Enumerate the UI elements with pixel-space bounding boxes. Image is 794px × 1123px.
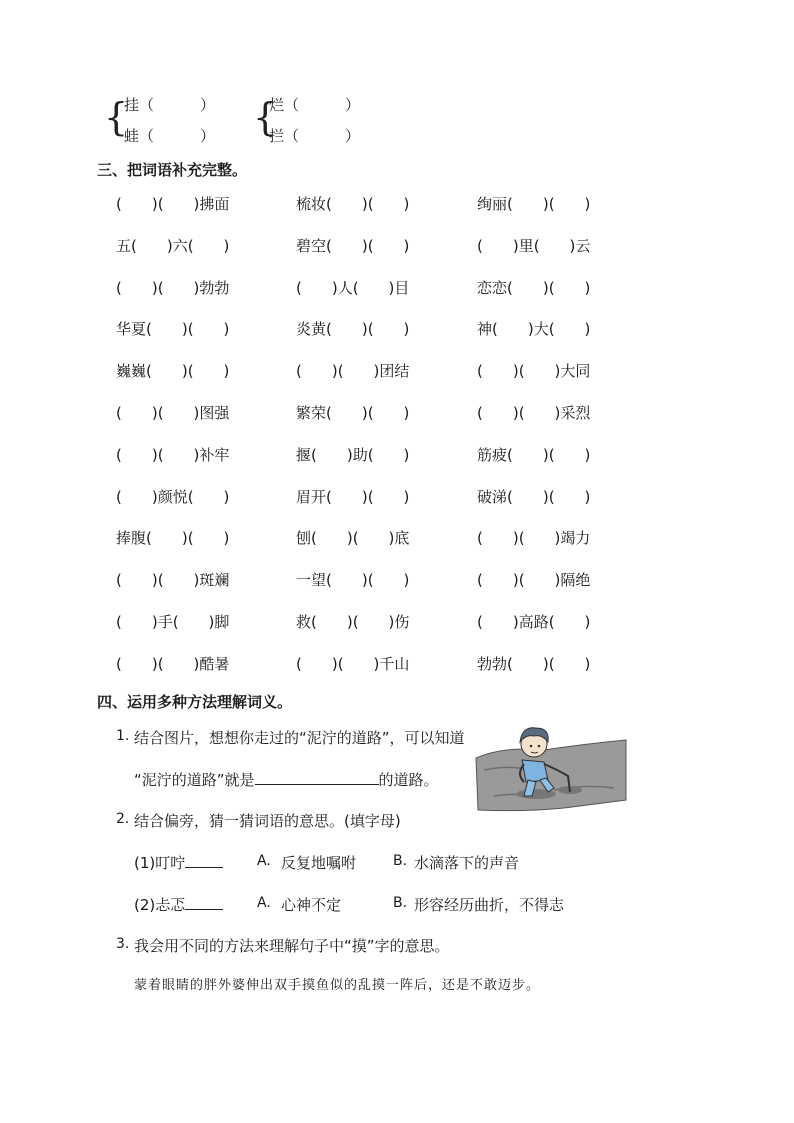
- idiom-cell[interactable]: 筋疲( )( ): [477, 446, 591, 464]
- idiom-cell[interactable]: ( )( )斑斓: [116, 571, 230, 589]
- idiom-cell[interactable]: 绚丽( )( ): [477, 195, 591, 213]
- idiom-cell[interactable]: ( )( )酷暑: [116, 655, 230, 673]
- idiom-cell[interactable]: 揠( )助( ): [296, 446, 410, 464]
- idiom-cell[interactable]: ( )手( )脚: [116, 613, 230, 631]
- brace-left-2: {: [253, 95, 278, 139]
- q1-number: 1.: [116, 728, 130, 744]
- brace-item-bottom-1: 蛙（ ）: [124, 127, 216, 145]
- q2-item-2-option-b-letter: B.: [393, 895, 408, 911]
- q1-answer-blank[interactable]: [255, 770, 379, 785]
- idiom-cell[interactable]: ( )( )勃勃: [116, 279, 230, 297]
- idiom-cell[interactable]: 碧空( )( ): [296, 237, 410, 255]
- q2-item-1-option-a: 反复地嘱咐: [281, 854, 357, 872]
- q3-number: 3.: [116, 936, 130, 952]
- brace-item-top-1: 挂（ ）: [124, 96, 216, 114]
- idiom-cell[interactable]: 梳妆( )( ): [296, 195, 410, 213]
- idiom-cell[interactable]: ( )( )千山: [296, 655, 410, 673]
- q2-item-2-word: (2)忐忑: [134, 895, 223, 914]
- idiom-cell[interactable]: 捧腹( )( ): [116, 529, 230, 547]
- idiom-cell[interactable]: 繁荣( )( ): [296, 404, 410, 422]
- idiom-cell[interactable]: ( )里( )云: [477, 237, 591, 255]
- idiom-cell[interactable]: ( )高路( ): [477, 613, 591, 631]
- idiom-cell[interactable]: 炎黄( )( ): [296, 320, 410, 338]
- idiom-cell[interactable]: ( )颜悦( ): [116, 488, 230, 506]
- idiom-cell[interactable]: 眉开( )( ): [296, 488, 410, 506]
- idiom-cell[interactable]: ( )( )拂面: [116, 195, 230, 213]
- section-4-title: 四、运用多种方法理解词义。: [97, 693, 293, 711]
- idiom-cell[interactable]: ( )( )采烈: [477, 404, 591, 422]
- idiom-cell[interactable]: ( )( )隔绝: [477, 571, 591, 589]
- q3-sentence: 蒙着眼睛的胖外婆伸出双手摸鱼似的乱摸一阵后，还是不敢迈步。: [134, 978, 541, 993]
- q1-line2: [134, 770, 439, 789]
- idiom-cell[interactable]: ( )( )大同: [477, 362, 591, 380]
- q2-item-1-option-a-letter: A.: [257, 853, 271, 869]
- section-3-title: 三、把词语补充完整。: [97, 161, 248, 179]
- idiom-cell[interactable]: ( )( )竭力: [477, 529, 591, 547]
- brace-left-1: {: [104, 95, 129, 139]
- idiom-cell[interactable]: 救( )( )伤: [296, 613, 410, 631]
- q1-line2-after: 的道路。: [378, 771, 439, 789]
- q2-item-1-blank[interactable]: [185, 853, 223, 868]
- idiom-cell[interactable]: 五( )六( ): [116, 237, 230, 255]
- q2-item-2-option-b: 形容经历曲折，不得志: [414, 896, 565, 914]
- idiom-cell[interactable]: 破涕( )( ): [477, 488, 591, 506]
- boy-muddy-road-illustration: [474, 700, 628, 812]
- idiom-cell[interactable]: ( )( )补牢: [116, 446, 230, 464]
- idiom-cell[interactable]: 巍巍( )( ): [116, 362, 230, 380]
- idiom-cell[interactable]: ( )人( )目: [296, 279, 410, 297]
- idiom-cell[interactable]: ( )( )团结: [296, 362, 410, 380]
- idiom-cell[interactable]: ( )( )图强: [116, 404, 230, 422]
- q2-item-2-blank[interactable]: [185, 895, 223, 910]
- idiom-cell[interactable]: 一望( )( ): [296, 571, 410, 589]
- idiom-cell[interactable]: 神( )大( ): [477, 320, 591, 338]
- q2-number: 2.: [116, 811, 130, 827]
- q2-item-2-option-a-letter: A.: [257, 895, 271, 911]
- idiom-cell[interactable]: 勃勃( )( ): [477, 655, 591, 673]
- q1-line2-before: “泥泞的道路”就是: [134, 771, 255, 789]
- q1-line1: 结合图片，想想你走过的“泥泞的道路”，可以知道: [134, 729, 465, 747]
- q2-item-2-option-a: 心神不定: [281, 896, 342, 914]
- q2-item-1-option-b: 水滴落下的声音: [414, 854, 520, 872]
- idiom-cell[interactable]: 刨( )( )底: [296, 529, 410, 547]
- q2-text: 结合偏旁，猜一猜词语的意思。(填字母): [134, 812, 401, 830]
- brace-item-top-2: 烂（ ）: [269, 96, 361, 114]
- idiom-cell[interactable]: 华夏( )( ): [116, 320, 230, 338]
- q3-text: 我会用不同的方法来理解句子中“摸”字的意思。: [134, 937, 450, 955]
- brace-item-bottom-2: 拦（ ）: [269, 127, 361, 145]
- q2-item-1-word: (1)叮咛: [134, 853, 223, 872]
- q2-item-1-option-b-letter: B.: [393, 853, 408, 869]
- idiom-cell[interactable]: 恋恋( )( ): [477, 279, 591, 297]
